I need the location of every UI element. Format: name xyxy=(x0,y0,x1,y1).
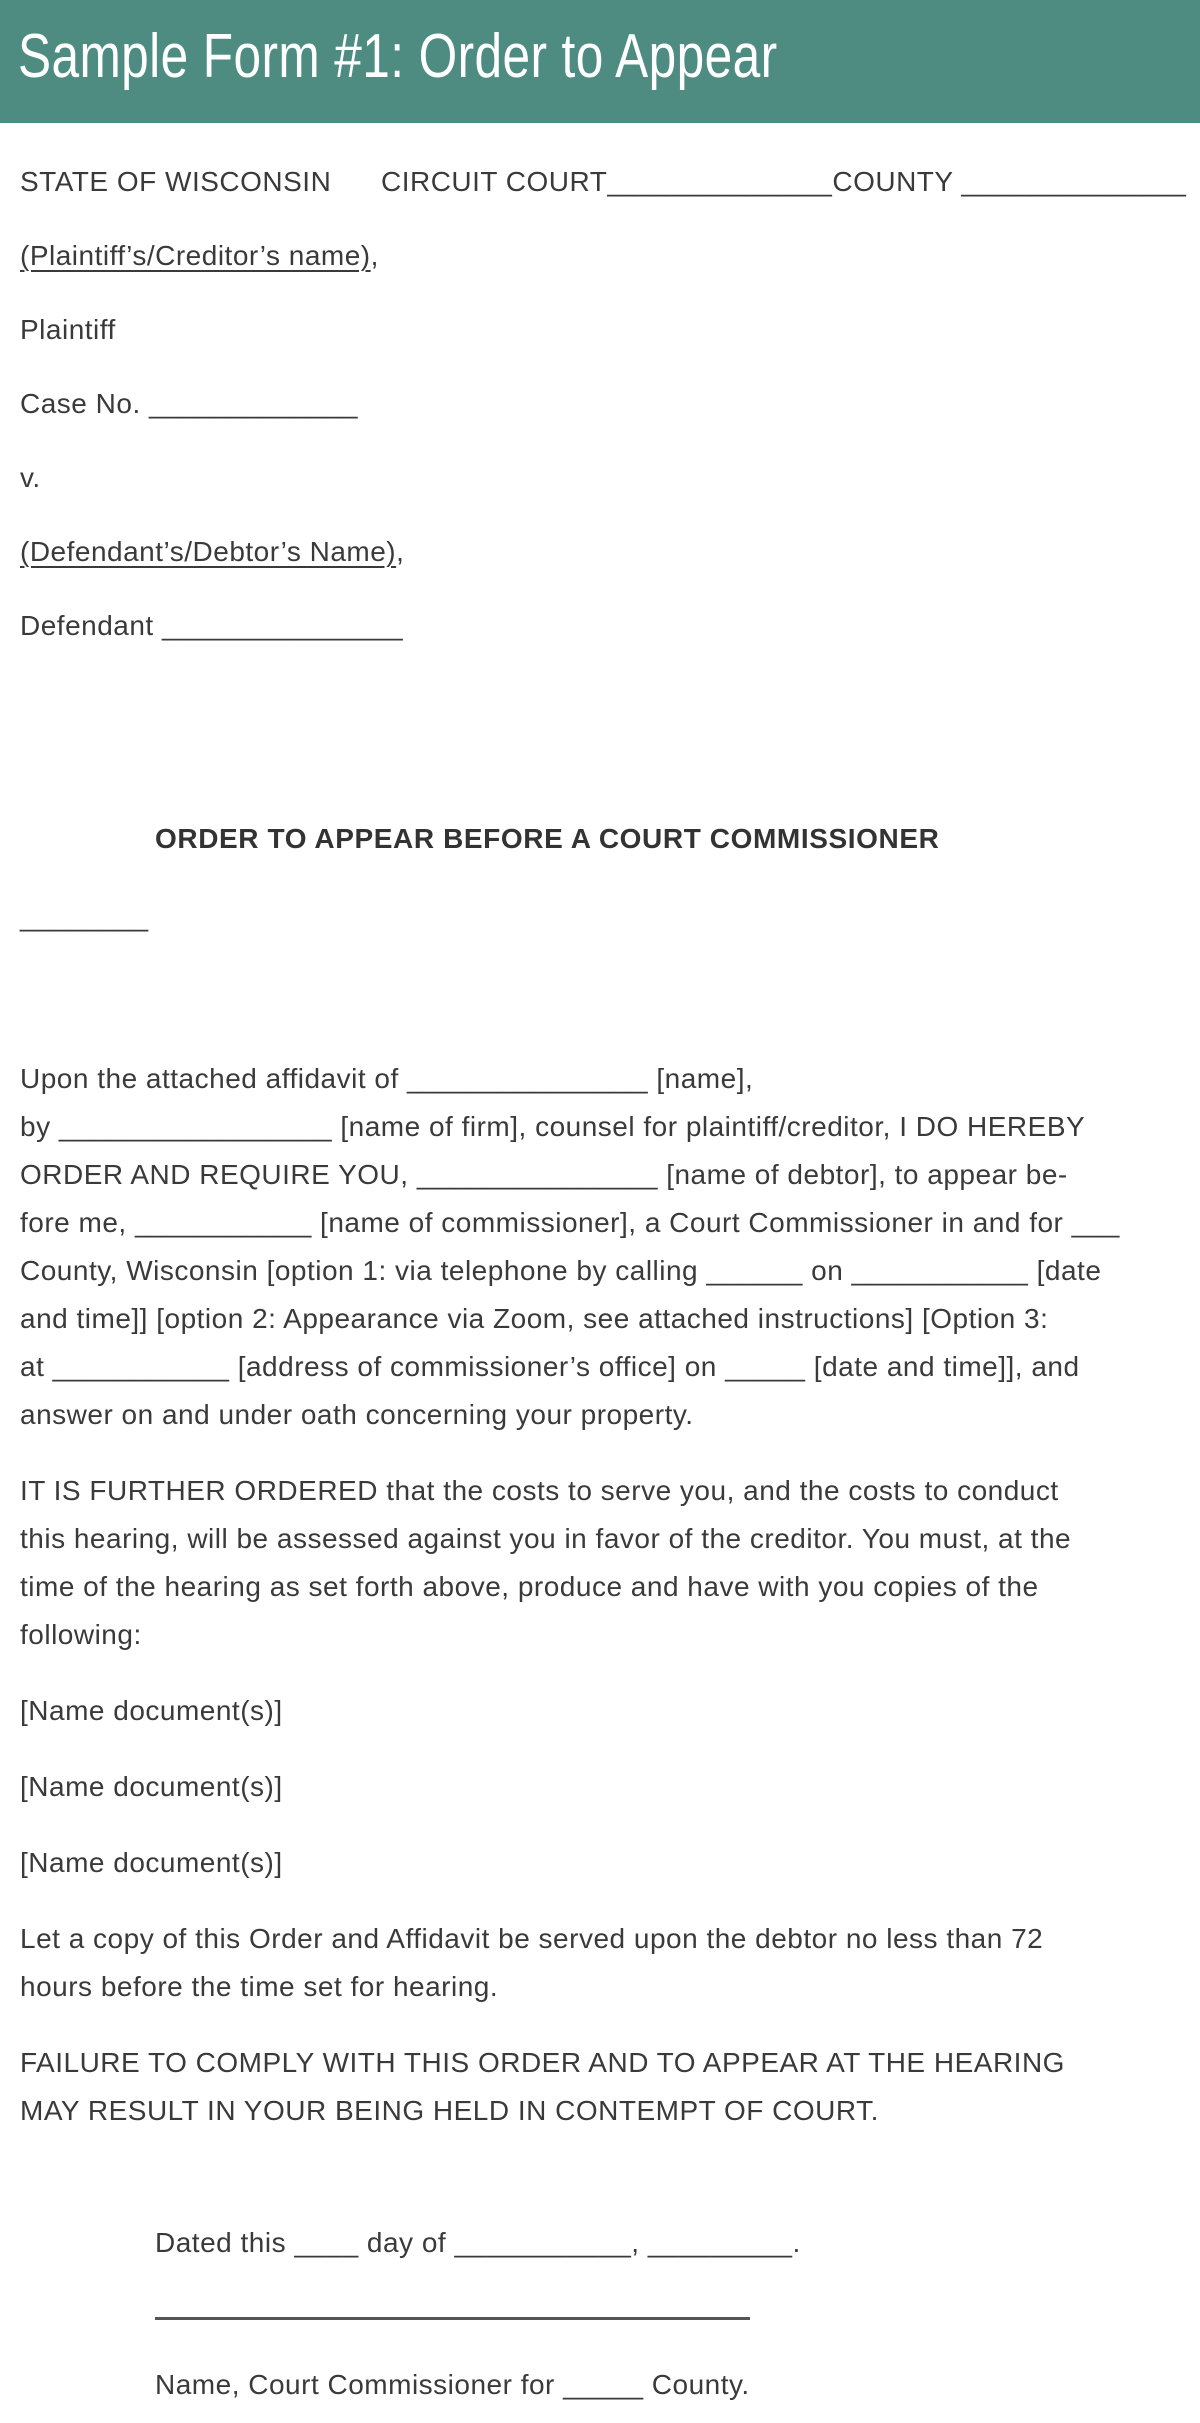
commissioner-name-line: Name, Court Commissioner for _____ County. xyxy=(155,2369,750,2400)
order-paragraph-4 xyxy=(20,2039,1164,2135)
defendant-name-line xyxy=(20,515,1164,589)
plaintiff-label: Plaintiff xyxy=(20,314,116,345)
paragraph-line: ORDER AND REQUIRE YOU, _______________ [name of debtor], to appear be- xyxy=(20,1159,1068,1190)
heading-blank-line: ________ xyxy=(20,901,149,932)
order-paragraph-2 xyxy=(20,1467,1164,1659)
document-item: [Name document(s)] xyxy=(20,1771,283,1802)
paragraph-line: MAY RESULT IN YOUR BEING HELD IN CONTEMPT OF COURT. xyxy=(20,2095,879,2126)
document-item: [Name document(s)] xyxy=(20,1847,283,1878)
defendant-name-underlined: (Defendant’s/Debtor’s Name) xyxy=(20,536,397,567)
form-title-banner xyxy=(0,0,1200,123)
defendant-label-line: Defendant _______________ xyxy=(20,610,404,641)
paragraph-line: following: xyxy=(20,1619,142,1650)
paragraph-line: by _________________ [name of firm], counsel for plaintiff/creditor, I DO HEREBY xyxy=(20,1111,1086,1142)
paragraph-line: Let a copy of this Order and Affidavit be served upon the debtor no less than 72 xyxy=(20,1923,1044,1954)
paragraph-line: answer on and under oath concerning your property. xyxy=(20,1399,694,1430)
closing-block xyxy=(155,2219,1164,2409)
order-heading: ORDER TO APPEAR BEFORE A COURT COMMISSIONER xyxy=(155,823,940,854)
paragraph-line: FAILURE TO COMPLY WITH THIS ORDER AND TO APPEAR AT THE HEARING xyxy=(20,2047,1065,2078)
paragraph-line: at ___________ [address of commissioner’s office] on _____ [date and time]], and xyxy=(20,1351,1080,1382)
form-title: Sample Form #1: Order to Appear xyxy=(18,22,778,91)
document-item: [Name document(s)] xyxy=(20,1695,283,1726)
case-caption xyxy=(20,123,1187,663)
paragraph-line: fore me, ___________ [name of commissioner], a Court Commissioner in and for ___ xyxy=(20,1207,1120,1238)
versus-line: v. xyxy=(20,462,41,493)
paragraph-line: Upon the attached affidavit of _______________ [name], xyxy=(20,1063,754,1094)
paragraph-line: IT IS FURTHER ORDERED that the costs to serve you, and the costs to conduct xyxy=(20,1475,1059,1506)
order-paragraph-1 xyxy=(20,1055,1164,1439)
dated-line: Dated this ____ day of ___________, _________. xyxy=(155,2227,801,2258)
court-caption-line: STATE OF WISCONSIN CIRCUIT COURT______________COUNTY ______________ xyxy=(20,166,1187,197)
plaintiff-name-suffix: , xyxy=(370,240,379,271)
document-body xyxy=(0,123,1200,2409)
order-paragraph-3 xyxy=(20,1915,1164,2011)
plaintiff-name-underlined: (Plaintiff’s/Creditor’s name) xyxy=(20,240,371,271)
paragraph-line: and time]] [option 2: Appearance via Zoom, see attached instructions] [Option 3: xyxy=(20,1303,1049,1334)
paragraph-line: County, Wisconsin [option 1: via telephone by calling ______ on ___________ [date xyxy=(20,1255,1102,1286)
plaintiff-name-line xyxy=(20,219,1164,293)
signature-line xyxy=(155,2317,750,2320)
paragraph-line: this hearing, will be assessed against you in favor of the creditor. You must, at the xyxy=(20,1523,1072,1554)
case-number-line: Case No. _____________ xyxy=(20,388,358,419)
paragraph-line: hours before the time set for hearing. xyxy=(20,1971,499,2002)
paragraph-line: time of the hearing as set forth above, produce and have with you copies of the xyxy=(20,1571,1039,1602)
defendant-name-suffix: , xyxy=(396,536,405,567)
